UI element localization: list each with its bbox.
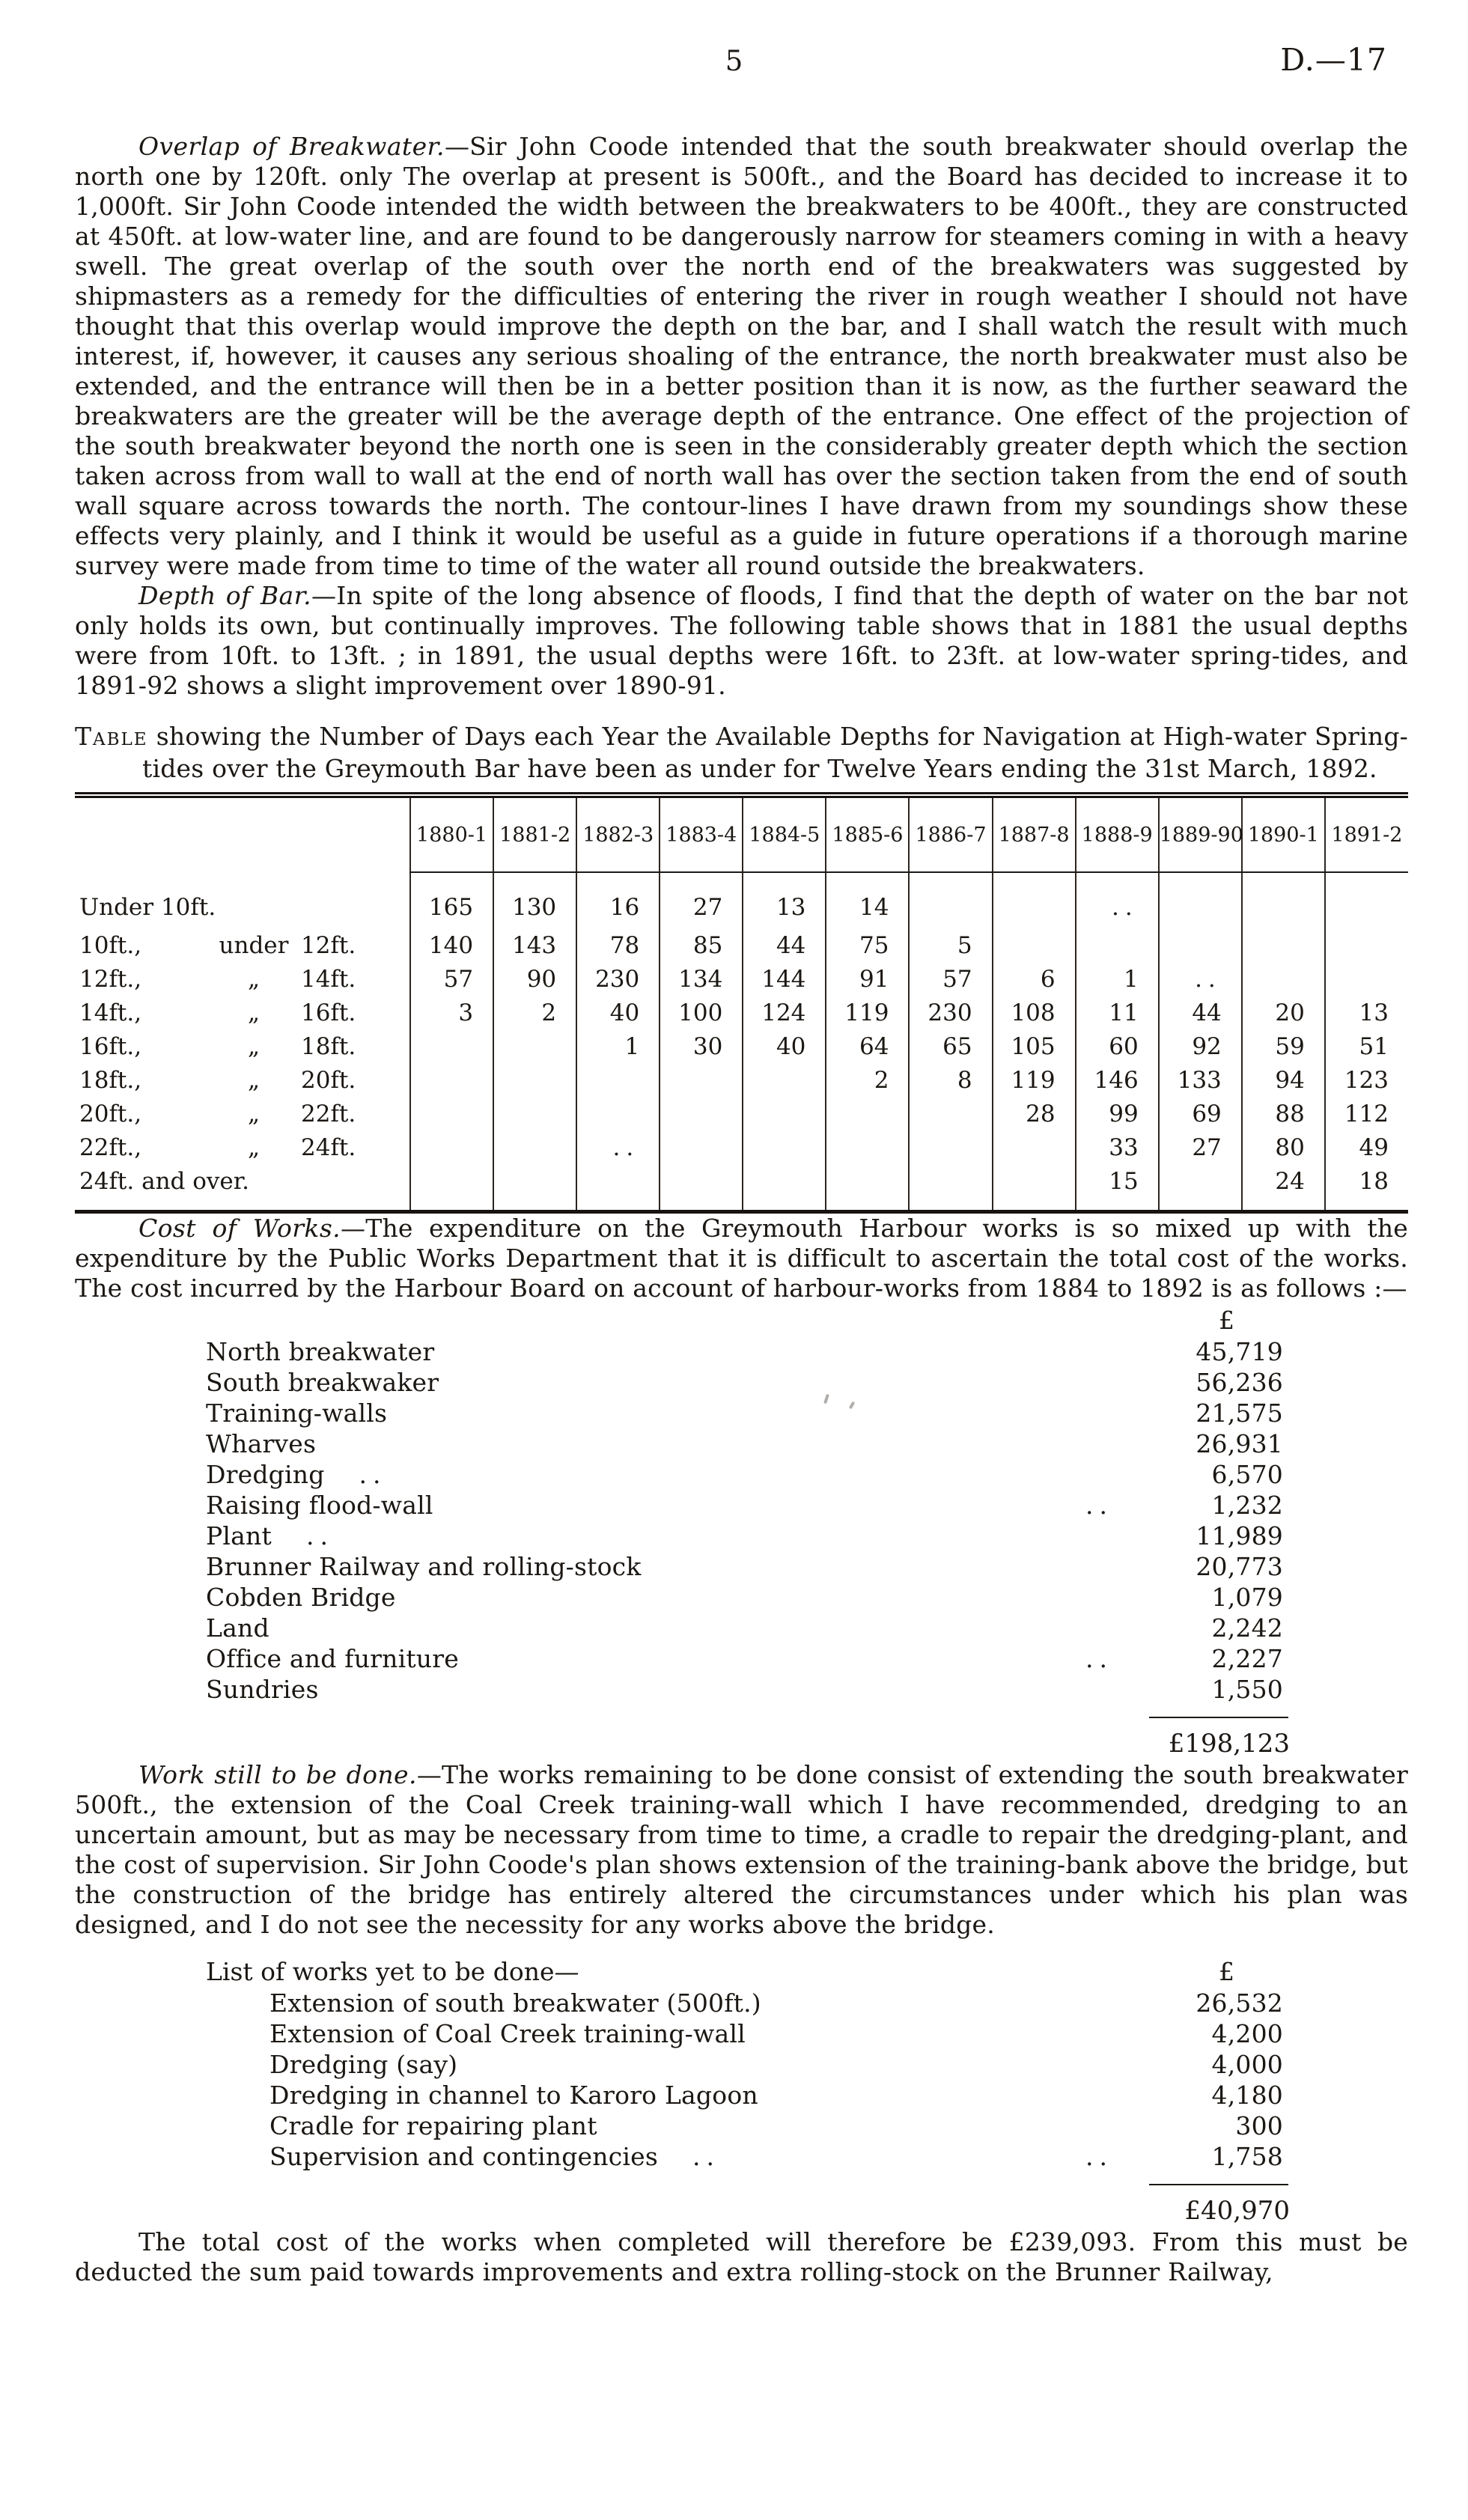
table-cell: 40	[743, 1029, 826, 1063]
item-label: Dredging	[206, 1460, 325, 1489]
table-cell: 165	[410, 872, 493, 928]
item-label: North breakwater	[206, 1337, 435, 1366]
table-cell: 27	[660, 872, 743, 928]
cost-total: £198,123	[1168, 1729, 1290, 1759]
row-label: 14ft., „ 16ft.	[79, 999, 356, 1026]
item-label: Dredging in channel to Karoro Lagoon	[269, 2081, 758, 2110]
closing-paragraph	[75, 2227, 1408, 2287]
table-caption-text: showing the Number of Days each Year the Available Depths for Navigation at High-water Spring-tides over the Greymouth Bar have been as under for Twelve Years ending the 31st March, 1892.	[142, 722, 1408, 783]
table-cell: 44	[1159, 996, 1242, 1029]
year-column-header: 1887-8	[993, 795, 1076, 872]
paragraph-cost-of-works	[75, 1214, 1408, 1303]
table-cell	[909, 1097, 992, 1130]
table-cell: 124	[743, 996, 826, 1029]
table-cell: 1	[576, 1029, 660, 1063]
table-cell	[493, 1097, 576, 1130]
table-cell: 64	[826, 1029, 909, 1063]
item-value: 26,532	[1196, 1988, 1283, 2018]
item-label: Land	[206, 1613, 269, 1643]
table-header-row	[75, 795, 1408, 872]
list-item	[75, 1551, 1408, 1582]
year-column-header: 1886-7	[909, 795, 992, 872]
table-cell: 100	[660, 996, 743, 1029]
table-cell: 27	[1159, 1130, 1242, 1164]
table-cell: 112	[1325, 1097, 1408, 1130]
table-cell	[576, 1097, 660, 1130]
table-cell: ..	[1159, 962, 1242, 996]
table-cell: 230	[909, 996, 992, 1029]
table-cell: 105	[993, 1029, 1076, 1063]
table-row	[75, 962, 1408, 996]
table-caption-lead: Table	[75, 722, 148, 751]
table-cell: 88	[1242, 1097, 1325, 1130]
table-cell	[1159, 1164, 1242, 1212]
item-value: 11,989	[1196, 1521, 1283, 1550]
table-cell: 123	[1325, 1063, 1408, 1097]
works-list-header	[75, 1956, 1408, 1988]
table-cell: 33	[1076, 1130, 1159, 1164]
table-cell: 13	[1325, 996, 1408, 1029]
list-item	[75, 1459, 1408, 1490]
table-cell: 143	[493, 928, 576, 962]
row-label: 16ft., „ 18ft.	[79, 1032, 356, 1060]
page-number: 5	[725, 45, 743, 77]
item-label: South breakwaker	[206, 1368, 439, 1397]
list-item	[75, 1674, 1408, 1705]
table-row	[75, 1164, 1408, 1212]
item-value: 45,719	[1196, 1337, 1283, 1366]
works-list-title: List of works yet to be done—	[206, 1957, 579, 1986]
list-item	[75, 1336, 1408, 1367]
table-cell	[993, 928, 1076, 962]
table-cell: 60	[1076, 1029, 1159, 1063]
table-cell: 20	[1242, 996, 1325, 1029]
table-cell	[1159, 872, 1242, 928]
table-cell: 99	[1076, 1097, 1159, 1130]
table-row	[75, 872, 1408, 928]
table-cell: 80	[1242, 1130, 1325, 1164]
item-value: 1,232	[1211, 1491, 1283, 1520]
list-item	[75, 2080, 1408, 2110]
table-cell	[826, 1130, 909, 1164]
table-cell	[743, 1063, 826, 1097]
table-cell: 5	[909, 928, 992, 962]
item-value: 2,227	[1211, 1644, 1283, 1673]
table-cell: 146	[1076, 1063, 1159, 1097]
table-cell: 18	[1325, 1164, 1408, 1212]
year-column-header: 1882-3	[576, 795, 660, 872]
table-cell: 57	[909, 962, 992, 996]
table-cell: 230	[576, 962, 660, 996]
paragraph-text: —The expenditure on the Greymouth Harbour works is so mixed up with the expenditure by the Public Works Department that it is difficult to ascertain the total cost of the works. The cost incurred by the Harbour Board on account of harbour-works from 1884 to 1892 is as follows :—	[75, 1214, 1409, 1303]
table-cell	[576, 1164, 660, 1212]
table-caption	[75, 720, 1408, 785]
list-item	[75, 1367, 1408, 1398]
table-cell	[1242, 928, 1325, 962]
table-cell: ..	[576, 1130, 660, 1164]
leader-dots: ..	[692, 2142, 720, 2171]
table-cell	[993, 1164, 1076, 1212]
works-currency-header: £	[1219, 1957, 1234, 1986]
table-cell	[493, 1063, 576, 1097]
table-cell: 119	[993, 1063, 1076, 1097]
table-row	[75, 1063, 1408, 1097]
table-cell: 144	[743, 962, 826, 996]
item-value: 2,242	[1211, 1613, 1283, 1643]
row-label: 24ft. and over.	[79, 1167, 250, 1195]
table-row	[75, 1130, 1408, 1164]
table-cell	[993, 1130, 1076, 1164]
table-cell	[493, 1029, 576, 1063]
item-value: 1,079	[1211, 1583, 1283, 1612]
document-reference: D.—17	[1280, 42, 1387, 78]
table-cell	[1076, 928, 1159, 962]
table-cell: 59	[1242, 1029, 1325, 1063]
paragraph-work-still-to-be-done	[75, 1760, 1408, 1940]
table-cell: 51	[1325, 1029, 1408, 1063]
table-row	[75, 1029, 1408, 1063]
paragraph-text: —In spite of the long absence of floods, I find that the depth of water on the bar not only holds its own, but continually improves. The following table shows that in 1881 the usual depths were from 10ft. to 13ft. ; in 1891, the usual depths were 16ft. to 23ft. at low-water spring-tides, and 1891-92 shows a slight improvement over 1890-91.	[75, 581, 1408, 700]
table-cell: 40	[576, 996, 660, 1029]
item-label: Brunner Railway and rolling-stock	[206, 1552, 642, 1581]
table-cell	[660, 1097, 743, 1130]
list-item	[75, 1521, 1408, 1551]
row-label: 18ft., „ 20ft.	[79, 1066, 356, 1094]
row-label: Under 10ft.	[79, 893, 216, 921]
table-cell: 133	[1159, 1063, 1242, 1097]
table-cell	[493, 1130, 576, 1164]
item-value: 4,000	[1211, 2050, 1283, 2079]
list-item	[75, 1428, 1408, 1459]
item-label: Dredging (say)	[269, 2050, 458, 2079]
table-cell: 16	[576, 872, 660, 928]
year-column-header: 1885-6	[826, 795, 909, 872]
item-value: 4,180	[1211, 2081, 1283, 2110]
table-cell	[1325, 962, 1408, 996]
year-column-header: 1889-90	[1159, 795, 1242, 872]
item-label: Training-walls	[206, 1399, 388, 1428]
total-rule	[1149, 1717, 1288, 1718]
table-cell: 2	[493, 996, 576, 1029]
list-item	[75, 1398, 1408, 1428]
table-cell: 75	[826, 928, 909, 962]
leader-dots: ..	[1085, 1644, 1113, 1673]
table-cell	[743, 1164, 826, 1212]
item-label: Cobden Bridge	[206, 1583, 396, 1612]
item-value: 1,758	[1211, 2142, 1283, 2171]
paragraph-lead-italic: Cost of Works.	[138, 1214, 341, 1243]
table-cell: 6	[993, 962, 1076, 996]
item-label: Cradle for repairing plant	[269, 2111, 597, 2140]
row-label: 20ft., „ 22ft.	[79, 1100, 356, 1127]
table-cell: 78	[576, 928, 660, 962]
table-cell: 69	[1159, 1097, 1242, 1130]
table-cell	[743, 1130, 826, 1164]
item-label: Plant	[206, 1521, 272, 1550]
table-cell: 119	[826, 996, 909, 1029]
item-value: 4,200	[1211, 2019, 1283, 2048]
depths-table	[75, 792, 1408, 1214]
item-value: 20,773	[1196, 1552, 1283, 1581]
list-item	[75, 2141, 1408, 2172]
list-item	[75, 1988, 1408, 2018]
table-cell	[1242, 962, 1325, 996]
table-row	[75, 1097, 1408, 1130]
list-item	[75, 1613, 1408, 1643]
row-label: 10ft., under 12ft.	[79, 931, 356, 959]
table-row	[75, 996, 1408, 1029]
leader-dots: ..	[1085, 1491, 1113, 1520]
item-value: 56,236	[1196, 1368, 1283, 1397]
paragraph-lead-italic: Overlap of Breakwater.	[138, 132, 445, 161]
item-value: 300	[1235, 2111, 1283, 2140]
paragraph-text: The total cost of the works when completed will therefore be £239,093. From this must be deducted the sum paid towards improvements and extra rolling-stock on the Brunner Railway,	[75, 2227, 1408, 2286]
row-label: 12ft., „ 14ft.	[79, 965, 356, 993]
table-cell	[410, 1164, 493, 1212]
year-column-header: 1888-9	[1076, 795, 1159, 872]
year-column-header: 1881-2	[493, 795, 576, 872]
year-column-header: 1880-1	[410, 795, 493, 872]
table-cell	[909, 1164, 992, 1212]
table-cell: 15	[1076, 1164, 1159, 1212]
leader-dots: ..	[305, 1521, 334, 1550]
table-cell: 108	[993, 996, 1076, 1029]
list-item	[75, 2110, 1408, 2141]
table-cell	[660, 1063, 743, 1097]
table-cell: 91	[826, 962, 909, 996]
table-cell: 3	[410, 996, 493, 1029]
year-column-header: 1890-1	[1242, 795, 1325, 872]
table-cell	[410, 1029, 493, 1063]
table-cell	[743, 1097, 826, 1130]
table-cell	[909, 872, 992, 928]
table-cell	[1325, 872, 1408, 928]
table-cell	[410, 1130, 493, 1164]
table-cell: 65	[909, 1029, 992, 1063]
item-value: 1,550	[1211, 1675, 1283, 1704]
item-label: Extension of south breakwater (500ft.)	[269, 1988, 761, 2018]
item-label: Wharves	[206, 1429, 317, 1458]
item-label: Sundries	[206, 1675, 319, 1704]
table-cell	[993, 872, 1076, 928]
table-cell: 44	[743, 928, 826, 962]
stub-header	[75, 795, 410, 872]
leader-dots: ..	[359, 1460, 387, 1489]
table-cell: 30	[660, 1029, 743, 1063]
table-cell	[1325, 928, 1408, 962]
table-cell: 134	[660, 962, 743, 996]
table-cell	[660, 1164, 743, 1212]
list-item	[75, 1643, 1408, 1674]
item-value: 21,575	[1196, 1399, 1283, 1428]
table-cell	[1242, 872, 1325, 928]
list-item	[75, 1582, 1408, 1613]
table-cell: 13	[743, 872, 826, 928]
paragraph-text: —The works remaining to be done consist of extending the south breakwater 500ft., the extension of the Coal Creek training-wall which I have recommended, dredging to an uncertain amount, but as may be necessary from time to time, a cradle to repair the dredging-plant, and the cost of supervision. Sir John Coode's plan shows extension of the training-bank above the bridge, but the construction of the bridge has entirely altered the circumstances under which his plan was designed, and I do not see the necessity for any works above the bridge.	[75, 1760, 1408, 1939]
paragraph-lead-italic: Depth of Bar.	[138, 581, 312, 610]
item-label: Extension of Coal Creek training-wall	[269, 2019, 746, 2048]
paragraph-lead-italic: Work still to be done.	[138, 1760, 417, 1789]
paragraph-text: —Sir John Coode intended that the south breakwater should overlap the north one by 120ft. only The overlap at present is 500ft., and the Board has decided to increase it to 1,000ft. Sir John Coode intended the width between the breakwaters to be 400ft., they are constructed at 450ft. at low-water line, and are found to be dangerously narrow for steamers coming in with a heavy swell. The great overlap of the south over the north end of the breakwaters was suggested by shipmasters as a remedy for the difficulties of entering the river in rough weather I should not have thought that this overlap would improve the depth on the bar, and I shall watch the result with much interest, if, however, it causes any serious shoaling of the entrance, the north breakwater must also be extended, and the entrance will then be in a better position than it is now, as the further seaward the breakwaters are the greater will be the average depth of the entrance. One effect of the projection of the south breakwater beyond the north one is seen in the considerably greater depth which the section taken across from wall to wall at the end of north wall has over the section taken from the end of south wall square across towards the north. The contour-lines I have drawn from my soundings show these effects very plainly, and I think it would be useful as a guide in future operations if a thorough marine survey were made from time to time of the water all round outside the breakwaters.	[75, 132, 1408, 580]
row-label: 22ft., „ 24ft.	[79, 1133, 356, 1161]
cost-list	[75, 1336, 1408, 1705]
table-cell	[826, 1097, 909, 1130]
works-list	[75, 1988, 1408, 2172]
document-body	[75, 132, 1408, 2287]
table-cell	[410, 1097, 493, 1130]
item-label: Office and furniture	[206, 1644, 459, 1673]
table-cell: 140	[410, 928, 493, 962]
total-rule	[1149, 2184, 1288, 2185]
table-cell: 49	[1325, 1130, 1408, 1164]
depths-table-wrapper	[75, 792, 1408, 1214]
table-cell	[1159, 928, 1242, 962]
table-cell	[826, 1164, 909, 1212]
item-value: 6,570	[1211, 1460, 1283, 1489]
table-cell: ..	[1076, 872, 1159, 928]
table-cell: 130	[493, 872, 576, 928]
table-cell: 1	[1076, 962, 1159, 996]
item-value: 26,931	[1196, 1429, 1283, 1458]
table-cell: 92	[1159, 1029, 1242, 1063]
leader-dots: ..	[1085, 2142, 1113, 2171]
table-cell: 85	[660, 928, 743, 962]
year-column-header: 1883-4	[660, 795, 743, 872]
list-item	[75, 2018, 1408, 2049]
table-cell	[660, 1130, 743, 1164]
table-cell: 24	[1242, 1164, 1325, 1212]
table-cell: 28	[993, 1097, 1076, 1130]
table-cell	[410, 1063, 493, 1097]
paragraph-depth-of-bar	[75, 581, 1408, 701]
table-cell: 57	[410, 962, 493, 996]
table-cell: 94	[1242, 1063, 1325, 1097]
item-label: Raising flood-wall	[206, 1491, 433, 1520]
table-cell: 11	[1076, 996, 1159, 1029]
year-column-header: 1884-5	[743, 795, 826, 872]
item-label: Supervision and contingencies	[269, 2142, 659, 2171]
paragraph-overlap-of-breakwater	[75, 132, 1408, 581]
list-item	[75, 2049, 1408, 2080]
table-cell: 14	[826, 872, 909, 928]
table-row	[75, 928, 1408, 962]
table-cell	[493, 1164, 576, 1212]
table-cell: 8	[909, 1063, 992, 1097]
list-item	[75, 1490, 1408, 1521]
table-cell: 90	[493, 962, 576, 996]
table-cell	[576, 1063, 660, 1097]
cost-currency-header: £	[1219, 1306, 1234, 1335]
works-total: £40,970	[1184, 2196, 1290, 2226]
table-cell	[909, 1130, 992, 1164]
table-cell: 2	[826, 1063, 909, 1097]
year-column-header: 1891-2	[1325, 795, 1408, 872]
